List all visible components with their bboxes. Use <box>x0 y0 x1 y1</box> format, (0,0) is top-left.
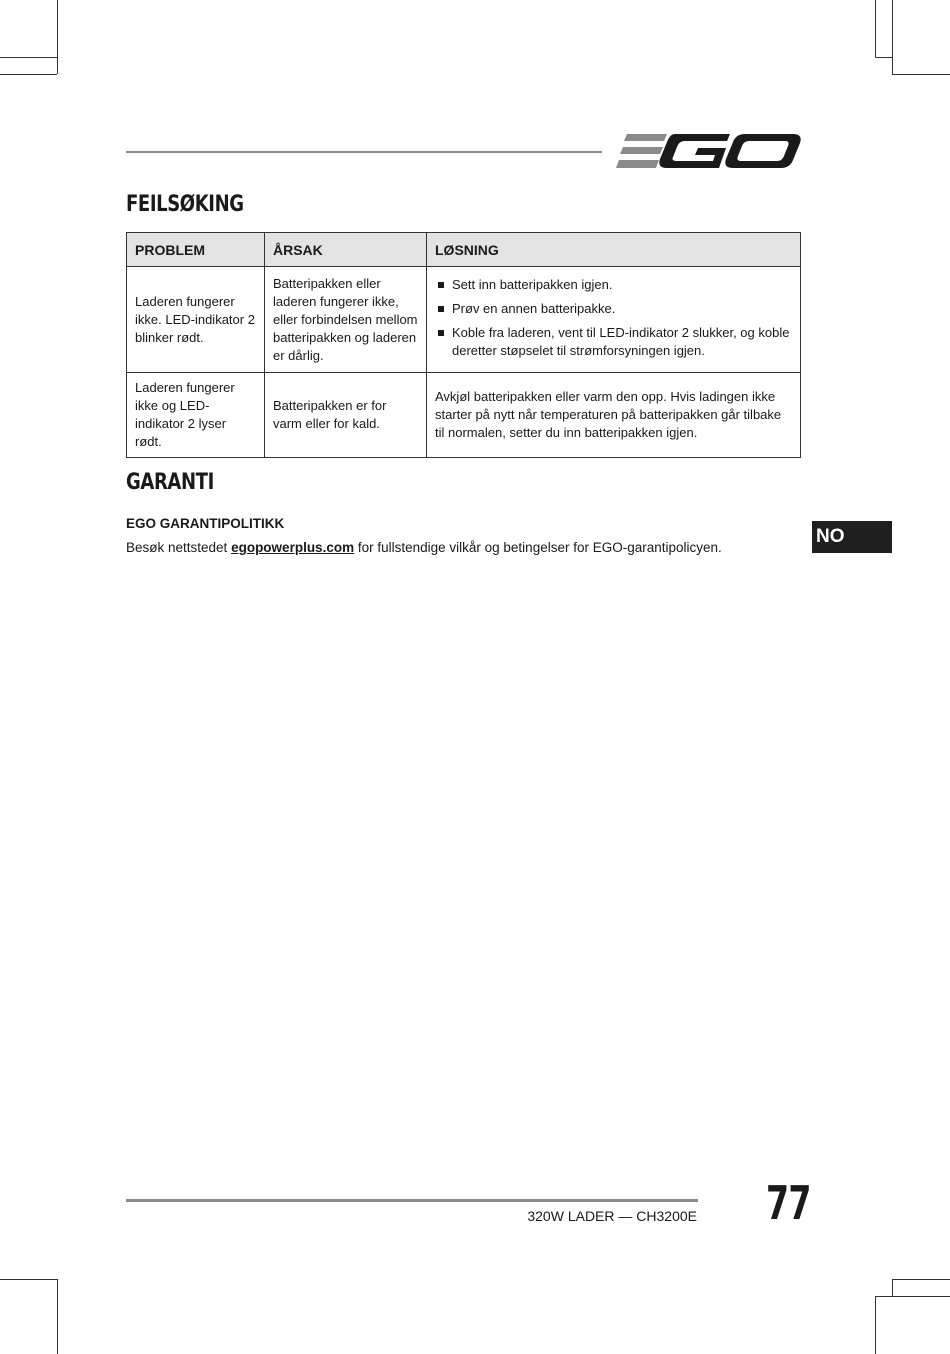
solution-cell <box>427 267 801 373</box>
warranty-text-after: for fullstendige vilkår og betingelser for EGO-garantipolicyen. <box>354 540 722 555</box>
language-tab: NO <box>812 521 892 553</box>
warranty-title: GARANTI <box>126 470 214 495</box>
footer-rule <box>126 1199 698 1202</box>
bullet-icon <box>438 306 444 312</box>
solution-list <box>435 276 792 360</box>
list-item <box>435 276 792 294</box>
table-header-row <box>127 233 801 267</box>
troubleshooting-title: FEILSØKING <box>126 192 244 217</box>
solution-text: Sett inn batteripakken igjen. <box>452 277 613 292</box>
crop-mark <box>892 1279 893 1296</box>
crop-mark <box>875 0 876 57</box>
cause-cell: Batteripakken eller laderen fungerer ikke, eller forbindelsen mellom batteripakken og laderen er dårlig. <box>265 267 427 373</box>
header-solution: LØSNING <box>427 233 801 267</box>
problem-cell: Laderen fungerer ikke og LED-indikator 2 lyser rødt. <box>127 373 265 458</box>
list-item <box>435 300 792 318</box>
troubleshooting-table <box>126 232 801 458</box>
warranty-text <box>126 540 722 555</box>
list-item <box>435 324 792 360</box>
page-number: 77 <box>766 1176 811 1230</box>
cause-cell: Batteripakken er for varm eller for kald. <box>265 373 427 458</box>
warranty-text-before: Besøk nettstedet <box>126 540 232 555</box>
crop-mark <box>57 0 58 74</box>
header-problem: PROBLEM <box>127 233 265 267</box>
crop-mark <box>57 1279 58 1354</box>
crop-mark <box>0 57 57 58</box>
crop-mark <box>875 1296 950 1297</box>
header-rule <box>126 151 602 153</box>
bullet-icon <box>438 330 444 336</box>
table-row <box>127 267 801 373</box>
crop-mark <box>875 1296 876 1354</box>
website-link[interactable]: egopowerplus.com <box>231 540 355 555</box>
bullet-icon <box>438 282 444 288</box>
footer-product: 320W LADER — CH3200E <box>527 1208 697 1224</box>
solution-text: Koble fra laderen, vent til LED-indikator 2 slukker, og koble deretter støpselet til strømforsyningen igjen. <box>452 325 790 358</box>
ego-logo <box>615 128 801 174</box>
crop-mark <box>892 1279 950 1280</box>
header-cause: ÅRSAK <box>265 233 427 267</box>
solution-cell: Avkjøl batteripakken eller varm den opp. Hvis ladingen ikke starter på nytt når temperaturen på batteripakken går tilbake til normalen, setter du inn batteripakken igjen. <box>427 373 801 458</box>
crop-mark <box>0 1279 57 1280</box>
crop-mark <box>0 74 57 75</box>
warranty-subtitle: EGO GARANTIPOLITIKK <box>126 516 285 531</box>
crop-mark <box>892 74 950 75</box>
crop-mark <box>875 57 892 58</box>
problem-cell: Laderen fungerer ikke. LED-indikator 2 blinker rødt. <box>127 267 265 373</box>
table-row <box>127 373 801 458</box>
solution-text: Prøv en annen batteripakke. <box>452 301 616 316</box>
crop-mark <box>892 0 893 74</box>
